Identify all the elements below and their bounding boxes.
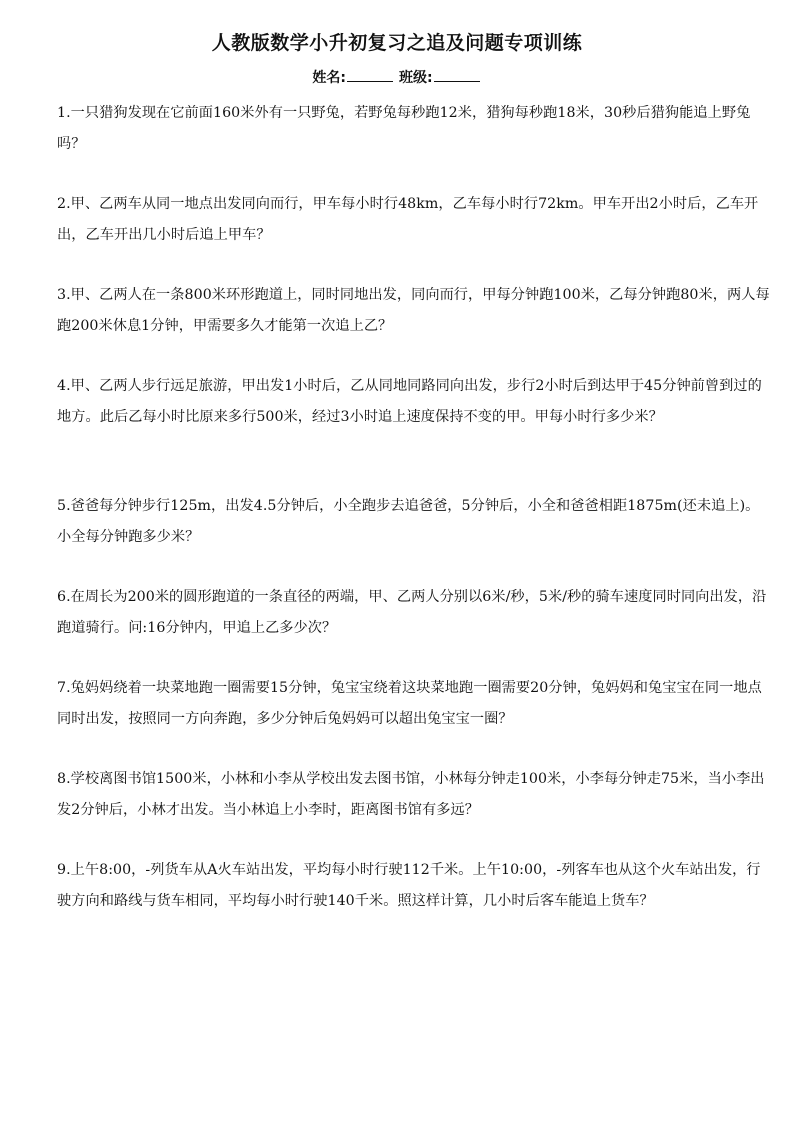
problem-item: 2.甲、乙两车从同一地点出发同向而行，甲车每小时行48km，乙车每小时行72km。甲车开出2小时后，乙车开出，乙车开出几小时后追上甲车？ — [57, 196, 759, 243]
page-title: 人教版数学小升初复习之追及问题专项训练 — [211, 32, 583, 54]
problem-item: 1.一只猎狗发现在它前面160米外有一只野兔，若野兔每秒跑12米，猎狗每秒跑18米，30秒后猎狗能追上野兔吗？ — [57, 105, 751, 152]
class-blank[interactable] — [434, 69, 480, 82]
problem-item: 6.在周长为200米的圆形跑道的一条直径的两端，甲、乙两人分别以6米/秒，5米/秒的骑车速度同时同向出发，沿跑道骑行。问:16分钟内，甲追上乙多少次？ — [57, 589, 767, 636]
problem-item: 9.上午8:00，-列货车从A火车站出发，平均每小时行驶112千米。上午10:00，-列客车也从这个火车站出发，行驶方向和路线与货车相同，平均每小时行驶140千米。照这样计算，几小时后客车能追上货车？ — [57, 862, 761, 909]
class-label: 班级: — [399, 70, 433, 86]
name-label: 姓名: — [312, 70, 346, 86]
name-blank[interactable] — [347, 69, 393, 82]
problem-item: 8.学校离图书馆1500米，小林和小李从学校出发去图书馆，小林每分钟走100米，小李每分钟走75米，当小李出发2分钟后，小林才出发。当小林追上小李时，距离图书馆有多远？ — [57, 771, 765, 818]
student-info-line — [0, 67, 794, 87]
problem-item: 5.爸爸每分钟步行125m，出发4.5分钟后，小全跑步去追爸爸，5分钟后，小全和爸爸相距1875m(还未追上)。小全每分钟跑多少米？ — [57, 498, 760, 545]
problem-item: 4.甲、乙两人步行远足旅游，甲出发1小时后，乙从同地同路同向出发，步行2小时后到达甲于45分钟前曾到过的地方。此后乙每小时比原来多行500米，经过3小时追上速度保持不变的甲。甲每小时行多少米？ — [57, 378, 762, 425]
problem-item: 3.甲、乙两人在一条800米环形跑道上，同时同地出发，同向而行，甲每分钟跑100米，乙每分钟跑80米，两人每跑200米休息1分钟，甲需要多久才能第一次追上乙？ — [57, 287, 770, 334]
problem-item: 7.兔妈妈绕着一块菜地跑一圈需要15分钟，兔宝宝绕着这块菜地跑一圈需要20分钟，兔妈妈和兔宝宝在同一地点同时出发，按照同一方向奔跑，多少分钟后兔妈妈可以超出兔宝宝一圈？ — [57, 680, 762, 727]
